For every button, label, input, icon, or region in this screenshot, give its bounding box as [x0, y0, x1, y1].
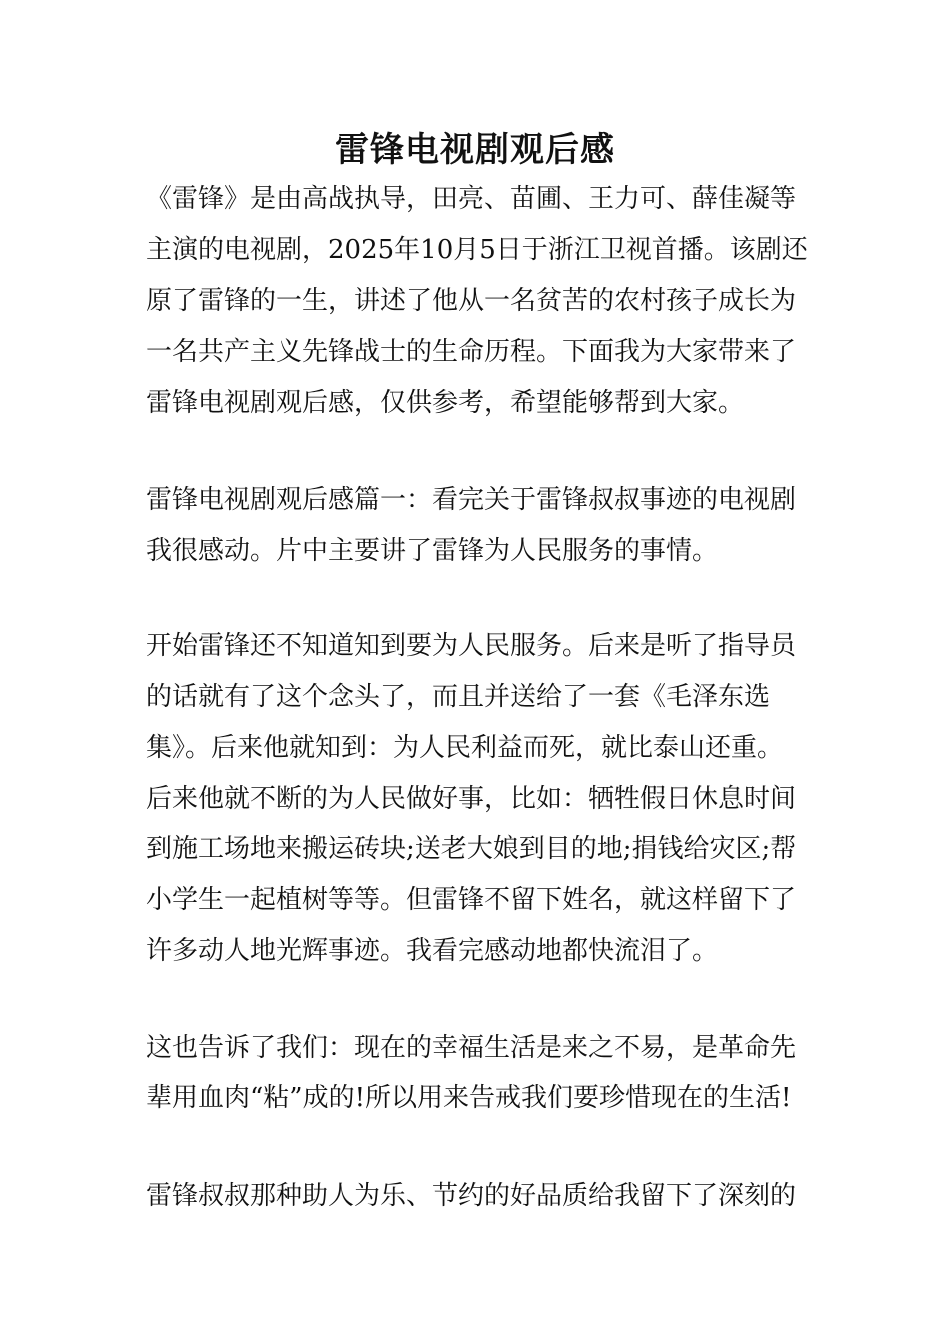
paragraph-1-line-2: 主演的电视剧，2025年10月5日于浙江卫视首播。该剧还 — [146, 235, 808, 265]
paragraph-1-line-5: 雷锋电视剧观后感，仅供参考，希望能够帮到大家。 — [146, 388, 745, 418]
paragraph-2-line-1: 雷锋电视剧观后感篇一：看完关于雷锋叔叔事迹的电视剧 — [146, 485, 797, 515]
paragraph-3-line-5: 到施工场地来搬运砖块;送老大娘到目的地;捐钱给灾区;帮 — [146, 834, 797, 864]
paragraph-5-line-1: 雷锋叔叔那种助人为乐、节约的好品质给我留下了深刻的 — [146, 1181, 797, 1211]
paragraph-3-line-6: 小学生一起植树等等。但雷锋不留下姓名，就这样留下了 — [146, 885, 797, 915]
paragraph-1-line-1: 《雷锋》是由高战执导，田亮、苗圃、王力可、薛佳凝等 — [146, 184, 797, 214]
paragraph-3-line-1: 开始雷锋还不知道知到要为人民服务。后来是听了指导员 — [146, 631, 797, 661]
paragraph-3-line-2: 的话就有了这个念头了，而且并送给了一套《毛泽东选 — [146, 682, 771, 712]
document-title: 雷锋电视剧观后感 — [335, 130, 615, 170]
paragraph-1-line-4: 一名共产主义先锋战士的生命历程。下面我为大家带来了 — [146, 337, 797, 367]
paragraph-1-line-3: 原了雷锋的一生，讲述了他从一名贫苦的农村孩子成长为 — [146, 286, 797, 316]
paragraph-3-line-3: 集》。后来他就知到：为人民利益而死，就比泰山还重。 — [146, 733, 784, 763]
paragraph-4-line-2: 辈用血肉“粘”成的!所以用来告戒我们要珍惜现在的生活! — [146, 1083, 792, 1113]
paragraph-2-line-2: 我很感动。片中主要讲了雷锋为人民服务的事情。 — [146, 536, 719, 566]
paragraph-3-line-7: 许多动人地光辉事迹。我看完感动地都快流泪了。 — [146, 936, 719, 966]
paragraph-3-line-4: 后来他就不断的为人民做好事，比如：牺牲假日休息时间 — [146, 784, 797, 814]
paragraph-4-line-1: 这也告诉了我们：现在的幸福生活是来之不易，是革命先 — [146, 1033, 797, 1063]
